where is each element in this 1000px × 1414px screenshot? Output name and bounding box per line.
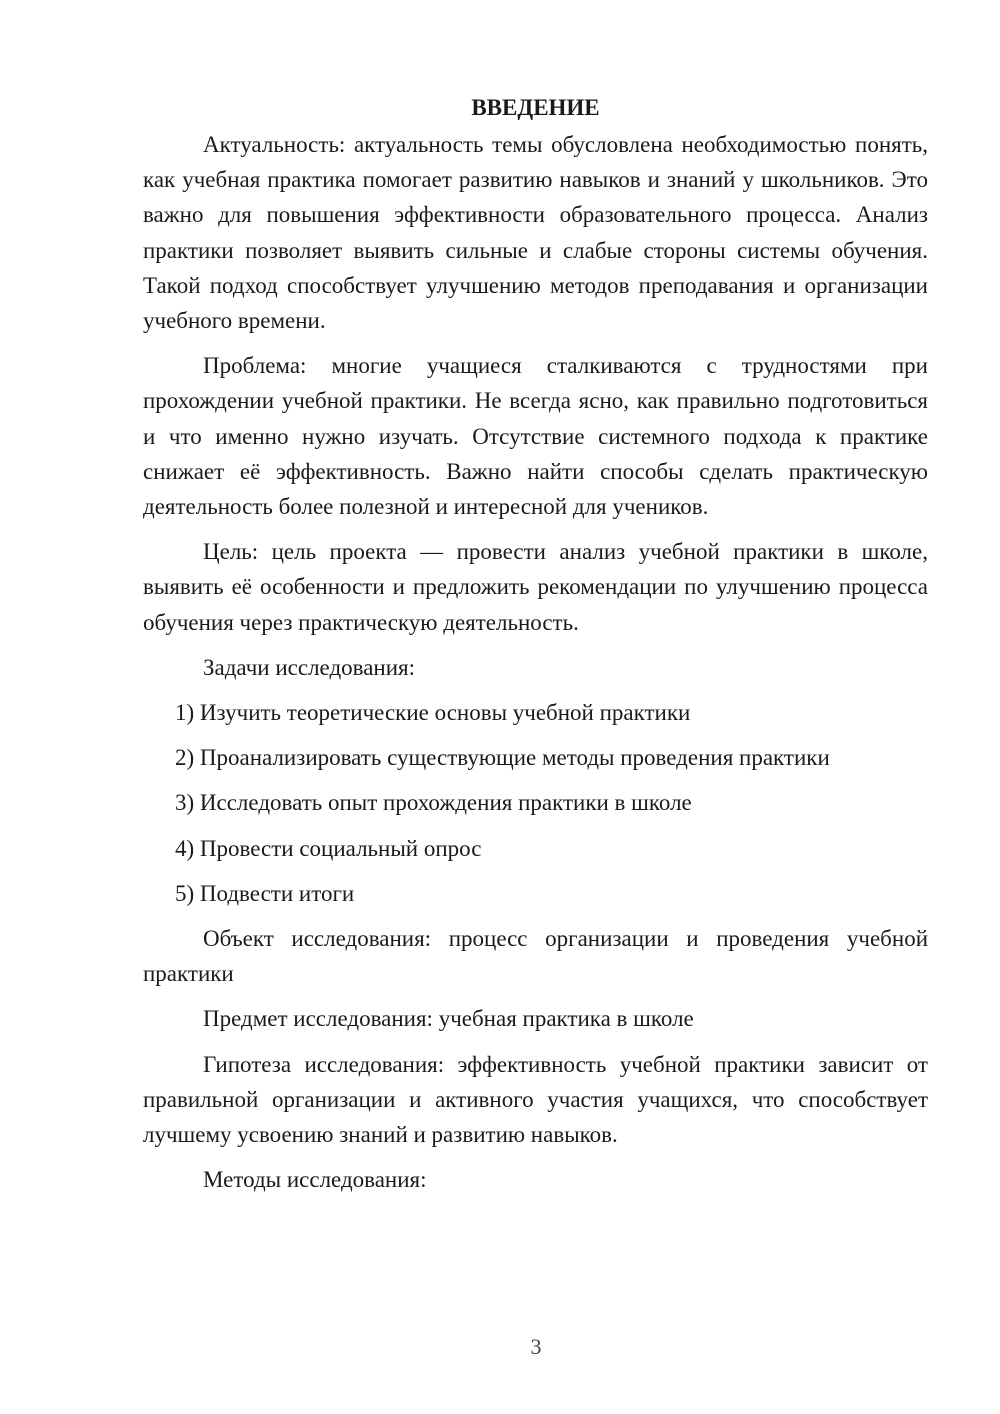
paragraph-problem: Проблема: многие учащиеся сталкиваются с трудностями при прохождении учебной практики. Не всегда ясно, как правильно подготовиться и что именно нужно изучать. Отсутствие системного подхода к практике снижает её эффективность. Важно найти способы сделать практическую деятельность более полезной и интересной для учеников. bbox=[143, 353, 928, 520]
paragraph-relevance: Актуальность: актуальность темы обусловлена необходимостью понять, как учебная практика помогает развитию навыков и знаний у школьников. Это важно для повышения эффективности образовательного процесса. Анализ практики позволяет выявить сильные и слабые стороны системы обучения. Такой подход способствует улучшению методов преподавания и организации учебного времени. bbox=[143, 132, 928, 334]
task-item: 3) Исследовать опыт прохождения практики в школе bbox=[175, 790, 692, 816]
tasks-label: Задачи исследования: bbox=[203, 654, 416, 680]
methods-label: Методы исследования: bbox=[203, 1167, 427, 1193]
paragraph-goal: Цель: цель проекта — провести анализ учебной практики в школе, выявить её особенности и предложить рекомендации по улучшению процесса обучения через практическую деятельность. bbox=[143, 539, 928, 635]
paragraph-object: Объект исследования: процесс организации и проведения учебной практики bbox=[143, 926, 928, 987]
paragraph-hypothesis: Гипотеза исследования: эффективность учебной практики зависит от правильной организации и активного участия учащихся, что способствует лучшему усвоению знаний и развитию навыков. bbox=[143, 1051, 928, 1148]
page-number: 3 bbox=[530, 1334, 542, 1359]
paragraph-subject: Предмет исследования: учебная практика в школе bbox=[203, 1006, 694, 1032]
page-content bbox=[143, 90, 928, 1207]
task-item: 2) Проанализировать существующие методы проведения практики bbox=[175, 745, 830, 771]
task-item: 1) Изучить теоретические основы учебной практики bbox=[175, 700, 691, 726]
task-item: 4) Провести социальный опрос bbox=[175, 835, 482, 861]
section-title: ВВЕДЕНИЕ bbox=[471, 95, 600, 120]
tasks-list bbox=[143, 695, 928, 911]
task-item: 5) Подвести итоги bbox=[175, 880, 355, 906]
